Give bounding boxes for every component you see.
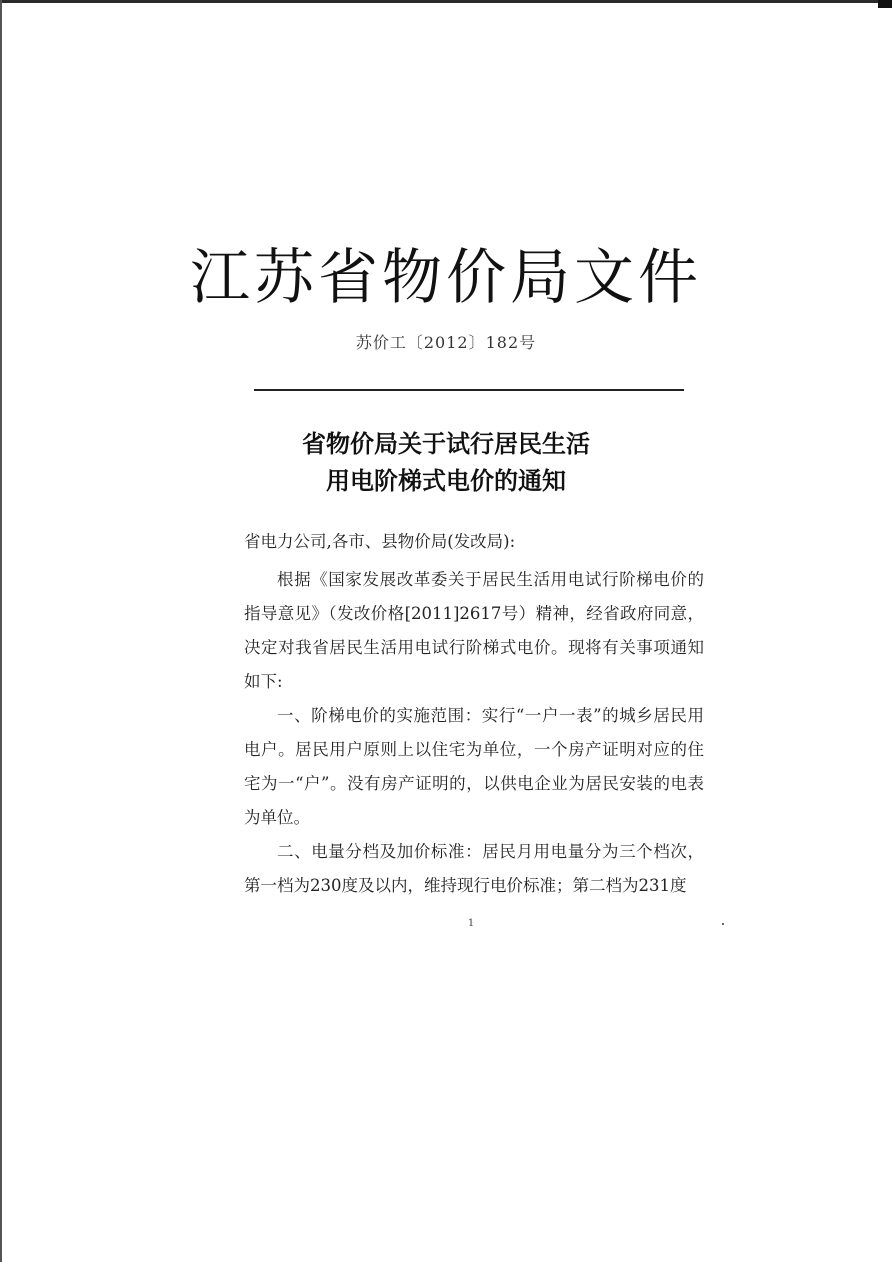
document-number: 苏价工〔2012〕182号 xyxy=(355,333,537,352)
document-body xyxy=(244,563,704,903)
document-agency-header: 江苏省物价局文件 xyxy=(190,243,702,313)
document-title-line-2: 用电阶梯式电价的通知 xyxy=(326,466,566,495)
header-divider-line xyxy=(254,389,684,391)
document-title-line-1: 省物价局关于试行居民生活 xyxy=(302,429,590,458)
scan-edge-left xyxy=(0,0,2,1262)
document-title xyxy=(0,425,892,499)
scan-speck xyxy=(722,923,724,925)
body-paragraph-1: 根据《国家发展改革委关于居民生活用电试行阶梯电价的指导意见》（发改价格[2011]2617号）精神，经省政府同意，决定对我省居民生活用电试行阶梯式电价。现将有关事项通知如下: xyxy=(244,570,704,691)
scan-edge-top xyxy=(0,0,892,3)
scan-corner-mark xyxy=(878,0,892,8)
body-paragraph-3: 二、电量分档及加价标准：居民月用电量分为三个档次，第一档为230度及以内，维持现行电价标准；第二档为231度 xyxy=(244,842,704,895)
addressee-line: 省电力公司,各市、县物价局(发改局): xyxy=(244,532,516,551)
page-number: 1 xyxy=(467,918,475,929)
body-paragraph-2: 一、阶梯电价的实施范围：实行“一户一表”的城乡居民用电户。居民用户原则上以住宅为单位，一个房产证明对应的住宅为一“户”。没有房产证明的，以供电企业为居民安装的电表为单位。 xyxy=(244,706,704,827)
